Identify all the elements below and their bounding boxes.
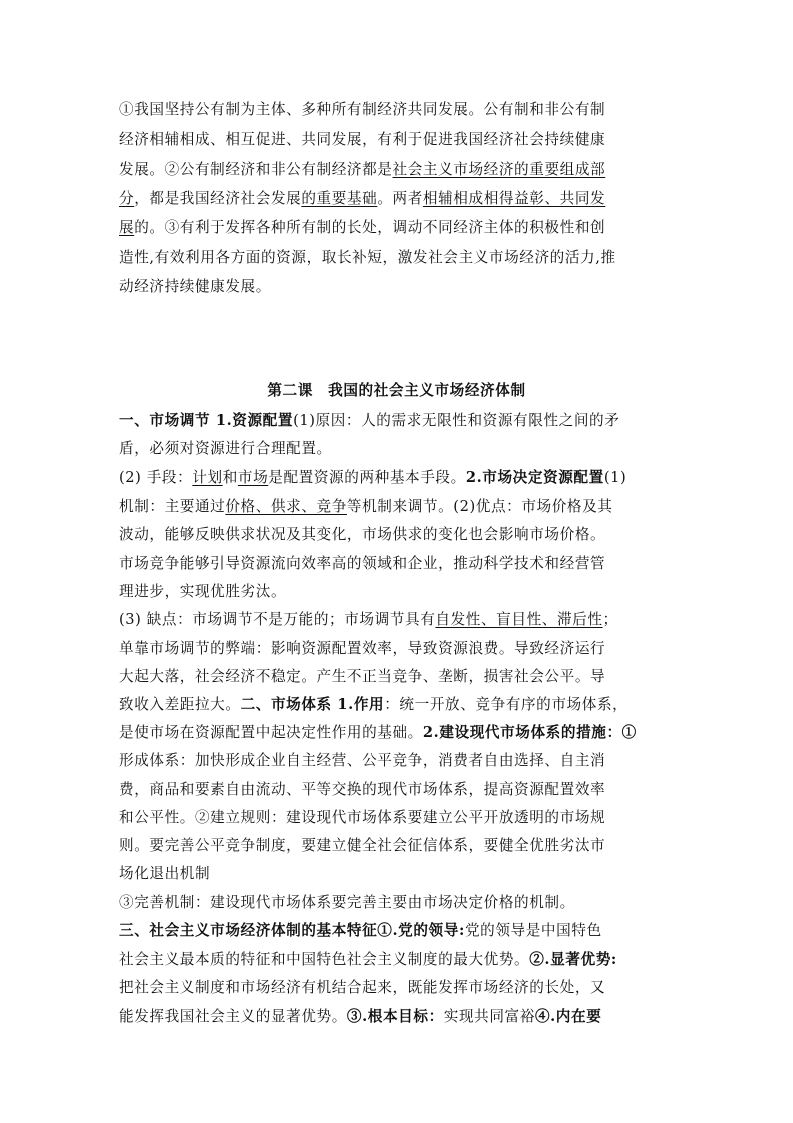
text-span: 形成体系：加快形成企业自主经营、公平竞争，消费者自由选择、自主消 [119, 752, 606, 769]
paragraph-line [119, 436, 332, 462]
text-span: 把社会主义制度和市场经济有机结合起来，既能发挥市场经济的长处，又 [119, 979, 606, 996]
paragraph-line [119, 805, 605, 831]
paragraph-line [119, 664, 605, 690]
text-span: 市场竞争能够引导资源流向效率高的领域和企业，推动科学技术和经营管 [119, 555, 606, 572]
text-span: 是配置资源的两种基本手段。 [268, 469, 466, 486]
heading-text: 2.市场决定资源配置 [465, 469, 604, 486]
text-span: 致收入差距拉大。 [119, 696, 241, 713]
paragraph-line [119, 692, 627, 718]
paragraph-line [119, 748, 605, 774]
text-span: (1)原因：人的需求无限性和资源有限性之间的矛 [293, 412, 620, 429]
paragraph-line [119, 127, 605, 153]
underlined-text: 分 [119, 190, 135, 207]
heading-text: 一、市场调节 1.资源配置 [119, 412, 294, 429]
heading-text: 2.建设现代市场体系的措施：① [422, 724, 637, 741]
heading-text: ②.显著优势: [529, 951, 617, 968]
paragraph-line [119, 720, 637, 746]
text-span: 经济相辅相成、相互促进、共同发展，有利于促进我国经济社会持续健康 [119, 131, 606, 148]
text-span: 和公平性。②建立规则：建设现代市场体系要建立公平开放透明的市场规 [119, 809, 606, 826]
text-span: 的。③有利于发挥各种所有制的长处，调动不同经济主体的积极性和创 [134, 219, 606, 236]
text-span: ①我国坚持公有制为主体、多种所有制经济共同发展。公有制和非公有制 [119, 101, 606, 118]
underlined-text: 市场 [237, 469, 269, 486]
lesson-title: 第二课 我国的社会主义市场经济体制 [267, 382, 526, 399]
text-span: 造性,有效利用各方面的资源，取长补短，激发社会主义市场经济的活力,推 [119, 249, 616, 266]
paragraph-line [119, 1004, 601, 1030]
paragraph-line [119, 274, 271, 300]
text-span: (2) 手段： [119, 469, 193, 486]
paragraph-line [119, 522, 605, 548]
underlined-text: 展 [119, 219, 135, 236]
text-span: 场化退出机制 [119, 865, 211, 882]
text-span: 动经济持续健康发展。 [119, 278, 271, 295]
paragraph-line [119, 918, 602, 944]
text-span: 则。要完善公平竞争制度，要建立健全社会征信体系，要健全优胜劣汰市 [119, 837, 606, 854]
text-span: 是使市场在资源配置中起决定性作用的基础。 [119, 724, 423, 741]
underlined-text: 价格、供求、竞争 [225, 498, 347, 515]
text-span: (3) 缺点：市场调节不是万能的；市场调节具有 [119, 611, 436, 628]
paragraph-line [119, 579, 286, 605]
paragraph-line [119, 465, 626, 491]
text-span: 发展。②公有制经济和非公有制经济都是 [119, 161, 393, 178]
text-span: 理进步，实现优胜劣汰。 [119, 583, 287, 600]
text-span: 实现共同富裕 [443, 1008, 535, 1025]
text-span: 党的领导是中国特色 [464, 922, 602, 939]
underlined-text: 的重要基础 [301, 190, 378, 207]
text-span: 费，商品和要素自由流动、平等交换的现代市场体系，提高资源配置效率 [119, 781, 606, 798]
paragraph-line [119, 245, 616, 271]
paragraph-line [119, 607, 618, 633]
paragraph-line [119, 890, 575, 916]
text-span: 。两者 [377, 190, 423, 207]
underlined-text: 社会主义市场经济的重要组成部 [392, 161, 606, 178]
text-span: 能发挥我国社会主义的显著优势。 [119, 1008, 347, 1025]
heading-text: 三、社会主义市场经济体制的基本特征①.党的领导: [119, 922, 465, 939]
paragraph-line [119, 408, 619, 434]
paragraph-line [119, 975, 605, 1001]
text-span: ； [602, 611, 618, 628]
text-span: ：统一开放、竞争有序的市场体系， [384, 696, 628, 713]
paragraph-line [119, 861, 210, 887]
text-span: 社会主义最本质的特征和中国特色社会主义制度的最大优势。 [119, 951, 530, 968]
text-span: 盾，必须对资源进行合理配置。 [119, 440, 332, 457]
text-span: 机制：主要通过 [119, 498, 226, 515]
paragraph-line [119, 947, 617, 973]
paragraph-line [119, 97, 605, 123]
underlined-text: 计划 [192, 469, 223, 486]
heading-text: ④.内在要 [534, 1008, 602, 1025]
paragraph-line [119, 551, 605, 577]
underlined-text: 相辅相成相得益彰、共同发 [422, 190, 606, 207]
text-span: 大起大落，社会经济不稳定。产生不正当竞争、垄断，损害社会公平。导 [119, 668, 606, 685]
text-span: ，都是我国经济社会发展 [134, 190, 302, 207]
text-span: ③完善机制：建设现代市场体系要完善主要由市场决定价格的机制。 [119, 894, 575, 911]
paragraph-line [119, 215, 605, 241]
heading-text: ③.根本目标： [346, 1008, 444, 1025]
paragraph-line [119, 186, 605, 212]
heading-text: 二、市场体系 1.作用 [240, 696, 385, 713]
paragraph-line [119, 494, 613, 520]
paragraph-line [119, 636, 605, 662]
text-span: (1) [603, 469, 627, 486]
text-span: 波动，能够反映供求状况及其变化，市场供求的变化也会影响市场价格。 [119, 526, 606, 543]
paragraph-line [119, 157, 605, 183]
paragraph-line [119, 777, 605, 803]
paragraph-line [119, 833, 605, 859]
text-span: 单靠市场调节的弊端：影响资源配置效率，导致资源浪费。导致经济运行 [119, 640, 606, 657]
text-span: 和 [222, 469, 238, 486]
underlined-text: 自发性、盲目性、滞后性 [435, 611, 603, 628]
text-span: 等机制来调节。(2)优点：市场价格及其 [346, 498, 613, 515]
